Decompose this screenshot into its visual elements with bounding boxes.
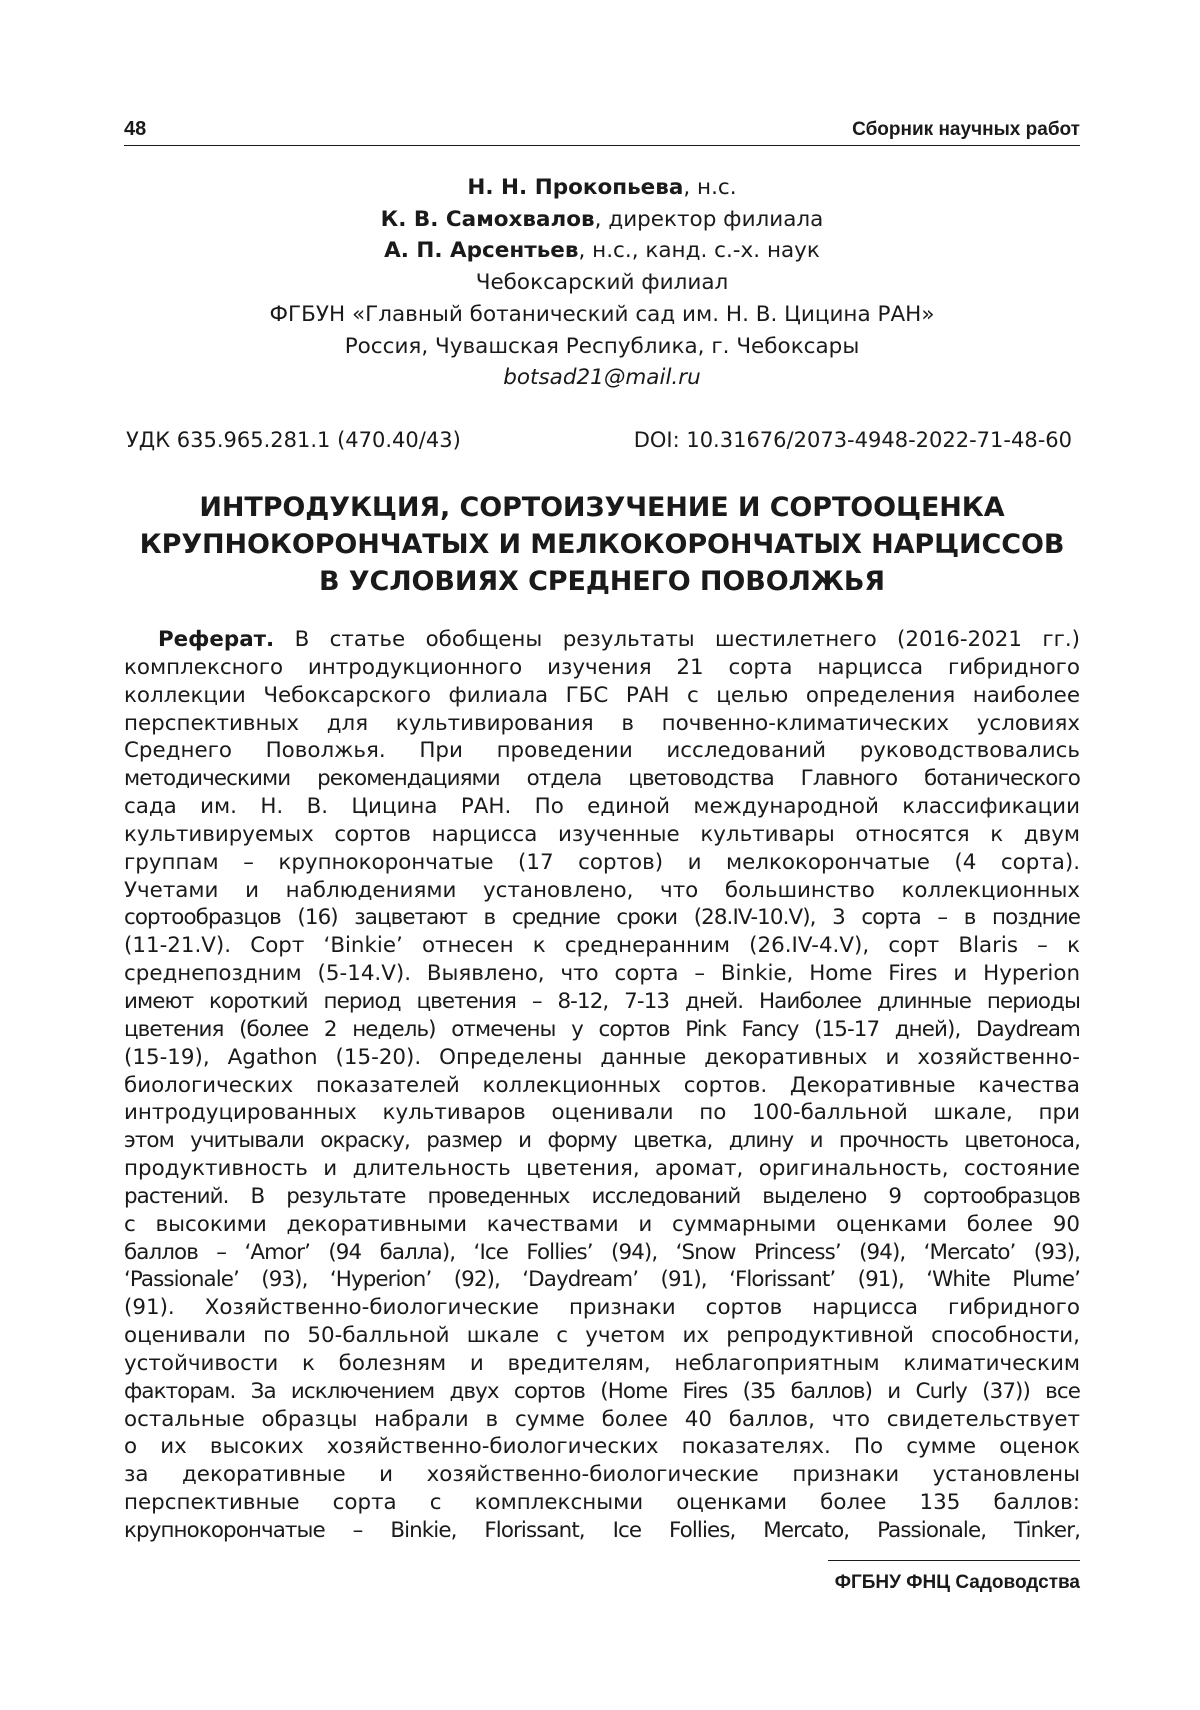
abstract-line: с высокими декоративными качествами и суммарными оценками более 90 (124, 1211, 1080, 1237)
author-name: К. В. Самохвалов (380, 206, 595, 232)
title-line: В УСЛОВИЯХ СРЕДНЕГО ПОВОЛЖЬЯ (319, 566, 885, 597)
affiliation-location: Россия, Чувашская Республика, г. Чебоксары (344, 333, 860, 359)
author-role: , директор филиала (594, 206, 824, 232)
abstract-line: среднепоздним (5-14.V). Выявлено, что сорта – Binkie, Home Fires и Hyperion (124, 961, 1080, 987)
author-email[interactable]: botsad21@mail.ru (503, 365, 701, 391)
footer-organization: ФГБНУ ФНЦ Садоводства (834, 1572, 1080, 1593)
abstract-line: ‘Passionale’ (93), ‘Hyperion’ (92), ‘Daydream’ (91), ‘Florissant’ (91), ‘White Plume’ (124, 1267, 1080, 1293)
author-name: А. П. Арсентьев (384, 238, 579, 264)
abstract-line: растений. В результате проведенных исследований выделено 9 сортообразцов (124, 1183, 1080, 1209)
abstract-line: перспективных для культивирования в почвенно-климатических условиях (124, 710, 1080, 736)
author-line (124, 235, 1080, 267)
abstract (124, 626, 1080, 1545)
title-line: ИНТРОДУКЦИЯ, СОРТОИЗУЧЕНИЕ И СОРТООЦЕНКА (199, 492, 1005, 523)
author-block (124, 172, 1080, 394)
abstract-line: остальные образцы набрали в сумме более 40 баллов, что свидетельствует (124, 1406, 1080, 1432)
abstract-line: продуктивность и длительность цветения, аромат, оригинальность, состояние (124, 1156, 1080, 1182)
abstract-line: факторам. За исключением двух сортов (Home Fires (35 баллов) и Curly (37)) все (124, 1378, 1080, 1404)
abstract-line: Реферат. В статье обобщены результаты шестилетнего (2016-2021 гг.) (158, 627, 1080, 652)
abstract-line: Учетами и наблюдениями установлено, что большинство коллекционных (124, 877, 1080, 903)
udk-code: УДК 635.965.281.1 (470.40/43) (126, 428, 461, 452)
abstract-lead: Реферат. (158, 627, 275, 652)
abstract-line: сортообразцов (16) зацветают в средние сроки (28.IV-10.V), 3 сорта – в поздние (124, 905, 1080, 931)
abstract-line: крупнокорончатые – Binkie, Florissant, Ice Follies, Mercato, Passionale, Tinker, (124, 1518, 1080, 1543)
affiliation-branch: Чебоксарский филиал (475, 270, 729, 296)
identifiers (124, 428, 1080, 452)
abstract-line: баллов – ‘Amor’ (94 балла), ‘Ice Follies’ (94), ‘Snow Princess’ (94), ‘Mercato’ (93), (124, 1239, 1080, 1265)
abstract-line: коллекции Чебоксарского филиала ГБС РАН с целью определения наиболее (124, 682, 1080, 708)
affiliation-institution: ФГБУН «Главный ботанический сад им. Н. В. Цицина РАН» (269, 301, 935, 327)
running-header (124, 112, 1080, 146)
abstract-line: за декоративные и хозяйственно-биологические признаки установлены (124, 1462, 1080, 1488)
author-line (124, 204, 1080, 236)
abstract-line: имеют короткий период цветения – 8-12, 7-13 дней. Наиболее длинные периоды (124, 988, 1080, 1014)
title-line: КРУПНОКОРОНЧАТЫХ И МЕЛКОКОРОНЧАТЫХ НАРЦИССОВ (139, 529, 1065, 560)
journal-page (124, 0, 1080, 1710)
abstract-line: этом учитывали окраску, размер и форму цветка, длину и прочность цветоноса, (124, 1128, 1080, 1154)
author-role: , н.с., канд. с.-х. наук (578, 238, 820, 264)
abstract-line: (11-21.V). Сорт ‘Binkie’ отнесен к среднеранним (26.IV-4.V), сорт Blaris – к (124, 933, 1080, 959)
footer-rule (828, 1560, 1080, 1561)
abstract-line: методическими рекомендациями отдела цветоводства Главного ботанического (124, 766, 1080, 792)
collection-name: Сборник научных работ (852, 119, 1080, 140)
abstract-line: перспективные сорта с комплексными оценками более 135 баллов: (124, 1490, 1080, 1516)
author-line (124, 172, 1080, 204)
abstract-line: оценивали по 50-балльной шкале с учетом их репродуктивной способности, (124, 1323, 1080, 1349)
page-number: 48 (124, 118, 147, 140)
abstract-line: Среднего Поволжья. При проведении исследований руководствовались (124, 738, 1080, 764)
abstract-line: биологических показателей коллекционных сортов. Декоративные качества (124, 1072, 1080, 1098)
doi-code[interactable]: DOI: 10.31676/2073-4948-2022-71-48-60 (633, 428, 1072, 452)
author-name: Н. Н. Прокопьева (467, 175, 684, 200)
abstract-line: (91). Хозяйственно-биологические признаки сортов нарцисса гибридного (124, 1295, 1080, 1321)
abstract-line: группам – крупнокорончатые (17 сортов) и мелкокорончатые (4 сорта). (124, 849, 1080, 875)
abstract-line: комплексного интродукционного изучения 21 сорта нарцисса гибридного (124, 654, 1080, 680)
author-role: , н.с. (683, 175, 737, 200)
abstract-line: (15-19), Agathon (15-20). Определены данные декоративных и хозяйственно- (124, 1044, 1080, 1070)
abstract-line: культивируемых сортов нарцисса изученные культивары относятся к двум (124, 821, 1080, 847)
abstract-line: интродуцированных культиваров оценивали по 100-балльной шкале, при (124, 1100, 1080, 1126)
abstract-line: о их высоких хозяйственно-биологических показателях. По сумме оценок (124, 1434, 1080, 1460)
abstract-line: сада им. Н. В. Цицина РАН. По единой международной классификации (124, 794, 1080, 820)
abstract-line: цветения (более 2 недель) отмечены у сортов Pink Fancy (15-17 дней), Daydream (124, 1016, 1080, 1042)
article-title (124, 489, 1080, 600)
abstract-line: устойчивости к болезням и вредителям, неблагоприятным климатическим (124, 1350, 1080, 1376)
